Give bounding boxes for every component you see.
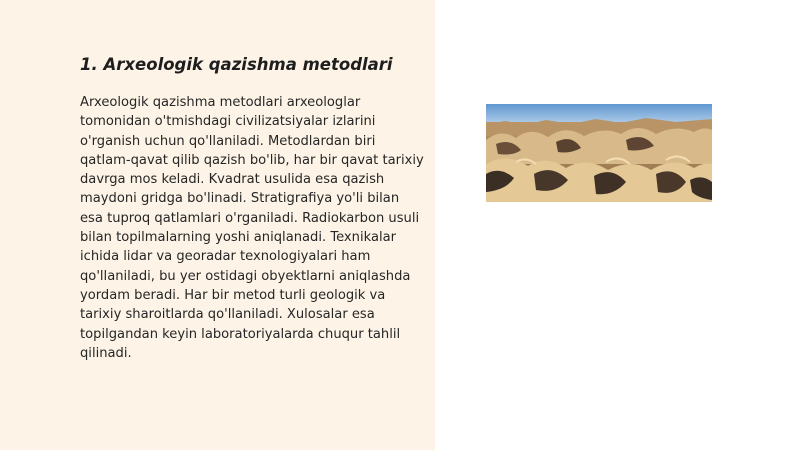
badlands-landscape-photo <box>486 104 712 202</box>
slide-body-text: Arxeologik qazishma metodlari arxeologlar tomonidan o'tmishdagi civilizatsiyalar izlarini o'rganish uchun qo'llaniladi. Metodlardan biri qatlam-qavat qilib qazish bo'lib, har bir qavat tarixiy davrga mos keladi. Kvadrat usulida esa qazish maydoni gridga bo'linadi. Stratigrafiya yo'li bilan esa tuproq qatlamlari o'rganiladi. Radiokarbon usuli bilan topilmalarning yoshi aniqlanadi. Texnikalar ichida lidar va georadar texnologiyalari ham qo'llaniladi, bu yer ostidagi obyektlarni aniqlashda yordam beradi. Har bir metod turli geologik va tarixiy sharoitlarda qo'llaniladi. Xulosalar esa topilgandan keyin laboratoriyalarda chuqur tahlil qilinadi. <box>80 95 424 361</box>
landscape-image <box>486 104 712 202</box>
slide-title: 1. Arxeologik qazishma metodlari <box>80 55 393 74</box>
sky <box>486 104 712 122</box>
